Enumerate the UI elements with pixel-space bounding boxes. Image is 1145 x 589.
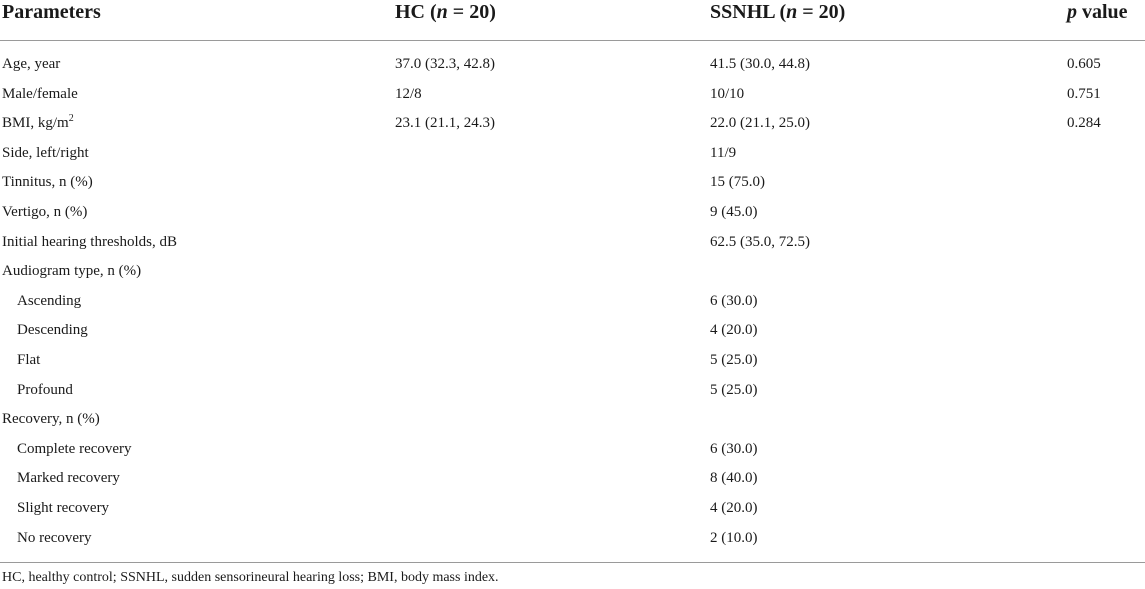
cell-parameter: Male/female — [2, 85, 78, 102]
cell-parameter: Profound — [17, 381, 73, 398]
cell-ssnhl: 15 (75.0) — [710, 174, 765, 191]
cell-parameter: Slight recovery — [17, 499, 110, 516]
table-row — [0, 524, 1145, 554]
cell-ssnhl: 10/10 — [710, 85, 745, 102]
table-row — [0, 228, 1145, 258]
cell-parameter: Marked recovery — [17, 470, 120, 487]
cell-parameter: BMI, $kg/m^2$ — [2, 113, 74, 132]
table-body — [0, 50, 1145, 553]
cell-parameter: Recovery, n (%) — [2, 411, 100, 428]
cell-ssnhl: 62.5 (35.0, 72.5) — [710, 233, 810, 250]
cell-ssnhl: 2 (10.0) — [710, 529, 758, 546]
cell-parameter: Audiogram type, n (%) — [2, 263, 142, 280]
cell-ssnhl: 22.0 (21.1, 25.0) — [710, 115, 810, 132]
cell-ssnhl: 6 (30.0) — [710, 440, 758, 457]
cell-ssnhl: 11/9 — [710, 144, 737, 161]
table-row — [0, 376, 1145, 406]
table-row — [0, 346, 1145, 376]
table-row — [0, 405, 1145, 435]
cell-p-value: 0.605 — [1067, 56, 1101, 72]
cell-ssnhl: 6 (30.0) — [710, 292, 758, 309]
cell-parameter: Tinnitus, n (%) — [2, 174, 93, 191]
cell-parameter: Descending — [17, 322, 88, 339]
table-row — [0, 464, 1145, 494]
cell-parameter: Complete recovery — [17, 440, 132, 457]
table-row — [0, 316, 1145, 346]
table-row — [0, 257, 1145, 287]
cell-parameter: Initial hearing thresholds, dB — [2, 233, 177, 250]
cell-p-value: 0.284 — [1067, 115, 1101, 132]
cell-hc: 23.1 (21.1, 24.3) — [395, 115, 495, 132]
cell-hc: 37.0 (32.3, 42.8) — [395, 56, 495, 72]
table-bottom-rule — [0, 562, 1145, 563]
characteristics-table — [0, 0, 1145, 41]
cell-p-value: 0.751 — [1067, 85, 1101, 102]
header-p-value: p value — [1067, 1, 1128, 23]
cell-parameter: Vertigo, n (%) — [2, 203, 88, 220]
table-row — [0, 50, 1145, 80]
cell-ssnhl: 5 (25.0) — [710, 351, 758, 368]
header-parameters: Parameters — [2, 1, 101, 23]
header-ssnhl: SSNHL (n = 20) — [710, 1, 846, 23]
cell-ssnhl: 4 (20.0) — [710, 499, 758, 516]
cell-parameter: No recovery — [17, 529, 92, 546]
cell-ssnhl: 41.5 (30.0, 44.8) — [710, 56, 810, 72]
table-row — [0, 287, 1145, 317]
cell-parameter: Ascending — [17, 292, 82, 309]
table-row — [0, 435, 1145, 465]
table-row — [0, 139, 1145, 169]
cell-ssnhl: 8 (40.0) — [710, 470, 758, 487]
cell-hc: 12/8 — [395, 85, 422, 102]
table-row — [0, 109, 1145, 139]
table-header-row — [0, 0, 1145, 41]
cell-ssnhl: 9 (45.0) — [710, 203, 758, 220]
cell-ssnhl: 4 (20.0) — [710, 322, 758, 339]
table-row — [0, 168, 1145, 198]
header-hc: HC (n = 20) — [395, 1, 496, 23]
table-row — [0, 494, 1145, 524]
cell-parameter: Flat — [17, 351, 41, 368]
cell-parameter: Side, left/right — [2, 144, 89, 161]
table-footnote: HC, healthy control; SSNHL, sudden sensorineural hearing loss; BMI, body mass index. — [2, 570, 499, 585]
table-row — [0, 198, 1145, 228]
table-row — [0, 80, 1145, 110]
cell-parameter: Age, year — [2, 56, 61, 72]
cell-ssnhl: 5 (25.0) — [710, 381, 758, 398]
